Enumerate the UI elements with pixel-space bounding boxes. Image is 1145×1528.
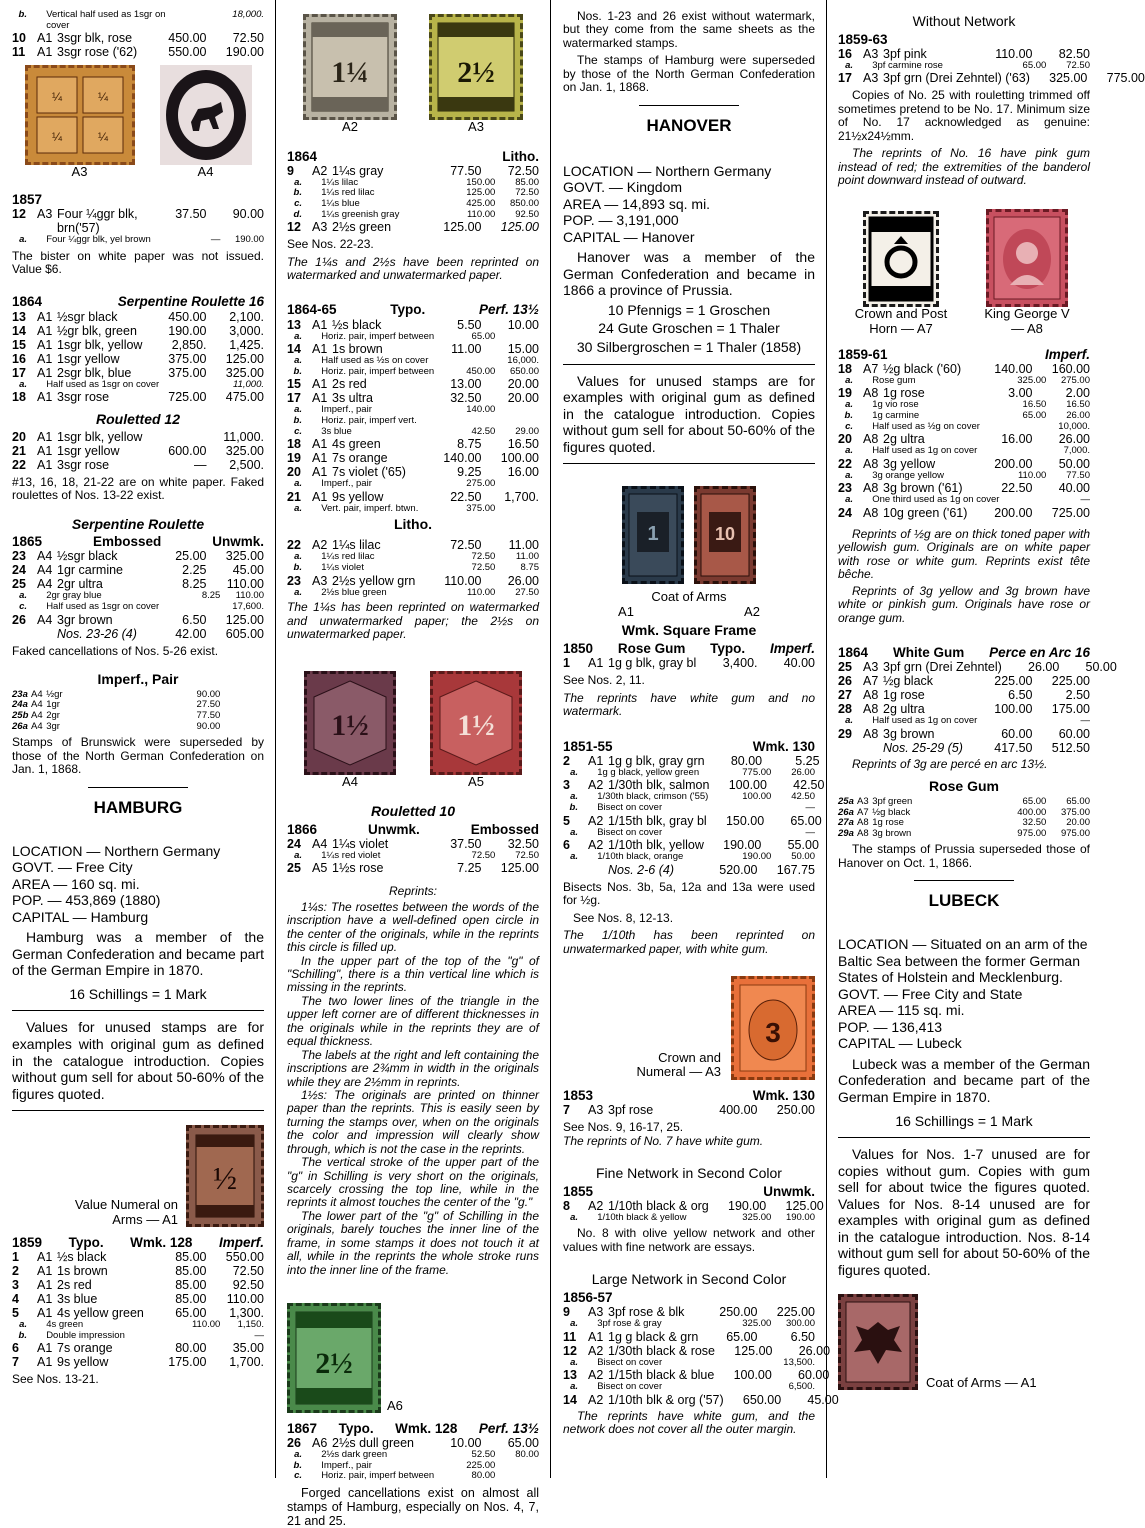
listing-subvariety: a. Bisect on cover 13,500. xyxy=(570,1356,815,1368)
column-divider xyxy=(550,0,551,1478)
country-info-line: CAPITAL — Hamburg xyxy=(12,908,149,925)
country-info-line: AREA — 160 sq. mi. xyxy=(12,875,140,892)
listing-row: 23 A8 3g brown ('61) 22.50 40.00 xyxy=(838,481,1090,496)
listing-subvariety: a. Four ¼ggr blk, yel brown — 190.00 xyxy=(19,233,264,245)
svg-text:2½: 2½ xyxy=(457,56,495,89)
listing-row: 6 A1 7s orange 80.00 35.00 xyxy=(12,1341,264,1356)
listing-row: 15 A1 1sgr blk, yellow 2,850. 1,425. xyxy=(12,337,264,352)
reprint-paragraph: The lower part of the "g" of Schilling in the originals, barely touches the inner line of the frame, in some stamps it does not touch it at all, while in the reprints the whole stroke runs into the inner line of the frame. xyxy=(287,1208,539,1277)
section-heading: Rouletted 10 xyxy=(370,802,455,819)
listing-row: 26a A4 3gr 90.00 xyxy=(12,720,221,732)
listing-subvariety: a. Half used as 1g on cover — xyxy=(845,715,1090,727)
listing-row: 25 A3 3pf grn (Drei Zehntel) 26.00 50.00 xyxy=(838,660,1117,675)
listing-subvariety: a. 2½s dark green 52.50 80.00 xyxy=(294,1449,539,1461)
listing-row: 22 A8 3g yellow 200.00 50.00 xyxy=(838,456,1090,471)
section-heading: Rose Gum xyxy=(928,778,999,795)
listing-subvariety: b. 1¼s red lilac 125.00 72.50 xyxy=(293,187,539,199)
listing-total: Nos. 25-29 (5) 417.50 512.50 xyxy=(883,740,1090,755)
stamp-caption: A5 xyxy=(468,774,484,790)
listing-row: 25 A5 1½s rose 7.25 125.00 xyxy=(287,861,539,876)
listing-subvariety: b. Bisect on cover — xyxy=(569,801,815,813)
svg-text:3: 3 xyxy=(765,1016,781,1048)
listing-subvariety: b. Imperf., pair 225.00 xyxy=(293,1459,496,1471)
country-info-line: GOVT. — Kingdom xyxy=(563,179,683,196)
reprint-note: Reprints of ½g are on thick toned paper with yellowish gum. Originals are on white paper with rose or white gum. Reprints exist tête bêche. xyxy=(838,527,1090,582)
listing-row: 24 A8 10g green ('61) 200.00 725.00 xyxy=(838,506,1090,521)
listing-subvariety: a. 1¼s red violet 72.50 72.50 xyxy=(294,849,539,861)
hamburg-one-and-half-purple-stamp-icon xyxy=(304,671,396,775)
listing-row: 29a A8 3g brown 975.00 975.00 xyxy=(838,827,1090,839)
listing-row: 1 A1 ½s black 85.00 550.00 xyxy=(12,1250,264,1265)
listing-row: 17 A1 3s ultra 32.50 20.00 xyxy=(287,391,539,406)
stamp-caption: Coat of Arms xyxy=(651,589,727,605)
stamp-caption: A2 xyxy=(342,119,358,134)
divider xyxy=(563,364,815,365)
listing-row: 16 A3 3pf pink 110.00 82.50 xyxy=(838,46,1090,61)
listing-row: 26 A7 ½g black 225.00 225.00 xyxy=(838,674,1090,689)
svg-text:¼: ¼ xyxy=(97,90,108,105)
listing-row: 26 A6 2½s dull green 10.00 65.00 xyxy=(287,1436,539,1451)
listing-row: 26a A7 ½g black 400.00 375.00 xyxy=(838,806,1090,818)
stamp-illustrations xyxy=(12,65,264,180)
stamp-caption: A6 xyxy=(387,1397,403,1413)
stamp-figure xyxy=(12,1125,264,1227)
king-george-v-portrait-stamp-icon xyxy=(986,209,1068,307)
column-3: Nos. 1-23 and 26 exist without watermark, but they come from the same sheets as the watermarked stamps. The stamps of Hamburg were superseded by those of the North German Confederation on Jan. 1, 1868. HANOVER LOCATION — Northern Germany GOVT. — Kingdom AREA — 14,893 sq. mi. POP. — 3,191,000 CAPITAL — Hanover Hanover was a member of the German Confederation and became in 1866 a province of Prussia. 10 Pfennigs = 1 Groschen 24 Gute Groschen = 1 Thaler 30 Silbergroschen = 1 Thaler (1858) Values for unused stamps are for examples with original gum as defined in the catalogue introduction. Copies without gum sell for about 50-60% of the figures quoted. 1 10 Coat of Arms A1 A2 Wmk. Square Frame 1850 Rose Gum Typo. Imperf. 1 A1 1g g blk, gray bl 3,400. 40.00 See Nos. 2, 11. The reprints have white gum and no watermark. 1851-55 Wmk. 130 2 A1 1g g blk, gray grn 80.00 5.25 a. 1g g black, yellow green 775.00 26.00 3 A2 1/30th blk, salmon 100.00 42.50 a. 1/30th black, crimson ('55) 100.00 42.50 b. Bisect on cover — 5 A2 1/15th blk, gray bl 150.00 65.00 a. Bisect on cover — 6 A2 1/10th blk, yellow 190.00 55.00 a. 1/10th black, orange 190.00 50.00 Nos. 2-6 (4) 520.00 167.75 Bisects Nos. 3b, 5a, 12a and 13a were used for ½g. See Nos. 8, 12-13. The 1/10th has been reprinted on unwatermarked paper, with white gum. Crown and Numeral — A3 3 1853 Wmk. 130 7 A3 3pf rose 400.00 250.00 See Nos. 9, 16-17, 25. The reprints of No. 7 have white gum. Fine Network in Second Color 1855 Unwmk. 8 A2 1/10th black & org 190.00 125.00 a. 1/10th black & yellow 325.00 190.00 No. 8 with olive yellow network and other values with fine network are essays. Large Network in Second Color 1856-57 9 A3 3pf rose & blk 250.00 225.00 a. 3pf rose & gray 325.00 300.00 11 A1 1g g black & grn 65.00 6.50 12 A2 1/30th black & rose 125.00 26.00 a. Bisect on cover 13,500. 13 A2 1/15th black & blue 100.00 60.00 a. Bisect on cover 6,500. 14 A2 1/10th blk & org ('57) 650.00 45.00 The reprints have white gum, and the network does not cover all the outer margin. xyxy=(563,9,839,1437)
currency-note: 16 Schillings = 1 Mark xyxy=(69,985,207,1002)
hanover-coat-of-arms-blue-stamp-icon xyxy=(622,486,684,584)
listing-subvariety: a. Vert. pair, imperf. btwn. 375.00 xyxy=(294,502,496,514)
country-heading: HAMBURG xyxy=(93,797,183,817)
listing-row: 22 A1 3sgr rose — 2,500. xyxy=(12,457,264,472)
listing-subvariety: a. 1¼s lilac 150.00 85.00 xyxy=(294,176,539,188)
listing-row: 20 A1 1sgr blk, yellow 11,000. xyxy=(12,429,264,444)
svg-text:1¼: 1¼ xyxy=(331,56,369,89)
listing-subvariety: b. Horiz. pair, imperf vert. xyxy=(293,415,417,427)
listing-subvariety: a. Half used as ½s on cover 16,000. xyxy=(294,355,539,367)
listing-row: 21 A1 1sgr yellow 600.00 325.00 xyxy=(12,443,264,458)
stamp-caption: A4 xyxy=(197,164,214,180)
cross-reference: See Nos. 9, 16-17, 25. xyxy=(563,1120,684,1135)
listing-subvariety: b. 1¼s violet 72.50 8.75 xyxy=(293,561,539,573)
stamp-figure xyxy=(287,1303,539,1413)
stamp-caption: Crown and Numeral — A3 xyxy=(636,1049,721,1080)
reprint-note: Reprints of 3g are percé en arc 13½. xyxy=(852,756,1048,771)
country-intro: Hamburg was a member of the German Confederation and became part of the German Empire in 1870. xyxy=(12,929,264,979)
listing-subvariety: a. 3pf rose & gray 325.00 300.00 xyxy=(570,1318,815,1330)
listing-subvariety: a. 3pf carmine rose 65.00 72.50 xyxy=(845,59,1090,71)
listing-subvariety: a. One third used as 1g on cover — xyxy=(845,494,1090,506)
listing-subvariety: a. 4s green 110.00 1,150. xyxy=(19,1319,264,1331)
listing-subvariety: a. 2½s blue green 110.00 27.50 xyxy=(294,586,539,598)
listing-subvariety: a. 1g g black, yellow green 775.00 26.00 xyxy=(570,766,815,778)
reprint-note: The reprints of No. 7 have white gum. xyxy=(563,1133,764,1148)
stamp-illustrations xyxy=(287,671,539,790)
svg-text:¼: ¼ xyxy=(97,130,108,145)
listing-row: 8 A2 1/10th black & org 190.00 125.00 xyxy=(563,1198,824,1213)
listing-subvariety: d. 1¼s greenish gray 110.00 92.50 xyxy=(293,208,539,220)
country-heading: HANOVER xyxy=(646,115,732,135)
cross-reference: See Nos. 13-21. xyxy=(12,1372,99,1387)
svg-text:¼: ¼ xyxy=(51,90,62,105)
reprint-paragraph: The vertical stroke of the upper part of the "g" in Schilling is very short on the originals, scarcely crossing the top line, while in the reprints it almost touches the center of the "g." xyxy=(287,1155,539,1210)
reprint-paragraph: In the upper part of the top of the "g" of "Schilling", there is a thin vertical line which is missing in the reprints. xyxy=(287,953,539,995)
listing-row: 24 A4 1gr carmine 2.25 45.00 xyxy=(12,563,264,578)
listing-row: 27a A8 1g rose 32.50 20.00 xyxy=(838,817,1090,829)
listing-row: 24 A4 1¼s violet 37.50 32.50 xyxy=(287,836,539,851)
country-heading: LUBECK xyxy=(928,891,1000,911)
catalogue-note: Nos. 1-23 and 26 exist without watermark, but they come from the same sheets as the watermarked stamps. xyxy=(563,9,815,50)
reprint-note: Reprints of 3g yellow and 3g brown have white or pinkish gum. Originals have rose or orange gum. xyxy=(838,583,1090,625)
divider xyxy=(914,880,1014,881)
country-info-line: GOVT. — Free City and State xyxy=(838,985,1023,1002)
catalogue-note: Bisects Nos. 3b, 5a, 12a and 13a were used for ½g. xyxy=(563,879,815,908)
listing-row: 25 A4 2gr ultra 8.25 110.00 xyxy=(12,577,264,592)
listing-subvariety: a. Horiz. pair, imperf between 65.00 xyxy=(294,330,496,342)
listing-subvariety: a. Half used as 1g on cover 7,000. xyxy=(845,445,1090,457)
column-2: 1¼ A2 2½ A3 1864 Litho. 9 A2 1¼s gray 77.50 72.50 a. 1¼s lilac 150.00 85.00 b. 1¼s red lilac 125.00 72.50 c. 1¼s blue 425.00 850.00 d. 1¼s greenish gray 110.00 92.50 12 A3 2½s green 125.00 125.00 See Nos. 22-23. The 1¼s and 2½s have been reprinted on watermarked and unwatermarked paper. 1864-65 Typo. Perf. 13½ 13 A1 ½s black 5.50 10.00 a. Horiz. pair, imperf between 65.00 14 A1 1s brown 11.00 15.00 a. Half used as ½s on cover 16,000. b. Horiz. pair, imperf between 450.00 650.00 15 A1 2s red 13.00 20.00 17 A1 3s ultra 32.50 20.00 a. Imperf., pair 140.00 b. Horiz. pair, imperf vert. c. 3s blue 42.50 29.00 18 A1 4s green 8.75 16.50 19 A1 7s orange 140.00 100.00 20 A1 7s violet ('65) 9.25 16.00 a. Imperf., pair 275.00 21 A1 9s yellow 22.50 1,700. a. Vert. pair, imperf. btwn. 375.00 Litho. 22 A2 1¼s lilac 72.50 11.00 a. 1¼s red lilac 72.50 11.00 b. 1¼s violet 72.50 8.75 23 A3 2½s yellow grn 110.00 26.00 a. 2½s blue green 110.00 27.50 The 1¼s has been reprinted on watermarked and unwatermarked paper; the 2½s on unwatermarked paper. 1½ A4 1½ A5 Rouletted 10 1866 Unwmk. Embossed 24 A4 1¼s violet 37.50 32.50 a. 1¼s red violet 72.50 72.50 25 A5 1½s rose 7.25 125.00 Reprints: 1¼s: The rosettes between the words of the inscription have a well-defined open circle in the center of the originals, while in the reprints this circle is filled up. In the upper part of the top of the "g" of "Schilling", there is a thin vertical line which is missing in the reprints. The two lower lines of the triangle in the upper left corner are of different thicknesses in the originals while in the reprints they are of equal thickness. The labels at the right and left containing the inscriptions are 2¾mm in width in the originals while they are 2½mm in reprints. 1½s: The originals are printed on thinner paper than the reprints. This is easily seen by turning the stamps over, when on the originals the color and impression will clearly show through, which is not the case in the reprints. The vertical stroke of the upper part of the "g" in Schilling is very short on the originals, scarcely crossing the top line, while in the reprints it almost touches the center of the "g." The lower part of the "g" of Schilling in the originals, barely touches the inner line of the frame, in some stamps it does not touch it at all, while in the reprints the whole stroke runs into the inner line of the frame. 2½ A6 1867 Typo. Wmk. 128 Perf. 13½ 26 A6 2½s dull green 10.00 65.00 a. 2½s dark green 52.50 80.00 b. Imperf., pair 225.00 c. Horiz. pair, imperf between 80.00 Forged cancellations exist on almost all stamps of Hamburg, especially on Nos. 4, 7, 21 and 25. xyxy=(287,10,539,1478)
section-heading: Rouletted 12 xyxy=(95,411,180,428)
divider xyxy=(639,105,739,106)
listing-row: 22 A2 1¼s lilac 72.50 11.00 xyxy=(287,538,539,553)
listing-row: 14 A1 1s brown 11.00 15.00 xyxy=(287,342,539,357)
listing-row: 19 A1 7s orange 140.00 100.00 xyxy=(287,451,539,466)
listing-row: 27 A8 1g rose 6.50 2.50 xyxy=(838,688,1090,703)
listing-row: 11 A1 1g g black & grn 65.00 6.50 xyxy=(563,1329,815,1344)
section-heading: Litho. xyxy=(393,515,433,532)
listing-subvariety: a. 1/10th black, orange 190.00 50.00 xyxy=(570,851,815,863)
stamp-caption: A3 xyxy=(71,164,88,180)
section-heading: Serpentine Roulette xyxy=(71,515,205,532)
catalogue-note: The bister on white paper was not issued. Value $6. xyxy=(12,248,264,276)
listing-subvariety: a. 1/10th black & yellow 325.00 190.00 xyxy=(570,1211,815,1223)
reprint-note: The 1¼s and 2½s have been reprinted on watermarked and unwatermarked paper. xyxy=(287,254,539,283)
listing-row: 13 A2 1/15th black & blue 100.00 60.00 xyxy=(563,1368,830,1383)
divider xyxy=(88,787,188,788)
listing-row: 3 A2 1/30th blk, salmon 100.00 42.50 xyxy=(563,778,825,793)
currency-note: 30 Silbergroschen = 1 Thaler (1858) xyxy=(576,339,802,356)
divider xyxy=(838,1137,1090,1138)
listing-row: 12 A3 Four ¼ggr blk, brn('57) 37.50 90.00 xyxy=(12,206,264,235)
listing-row: 19 A8 1g rose 3.00 2.00 xyxy=(838,386,1090,401)
reprint-paragraph: 1½s: The originals are printed on thinner paper than the reprints. This is easily seen by turning the stamps over, when on the originals the color and impression will clearly show through, which is not the case in the reprints. xyxy=(287,1087,539,1156)
stamp-figure xyxy=(429,14,523,135)
brunswick-arms-block-stamp-icon xyxy=(25,65,135,165)
section-heading: Large Network in Second Color xyxy=(591,1271,787,1288)
listing-subvariety: b. Double impression — xyxy=(18,1329,264,1341)
hamburg-one-and-half-red-stamp-icon xyxy=(430,671,522,775)
stamp-caption: A4 xyxy=(342,774,358,790)
country-info-line: AREA — 115 sq. mi. xyxy=(838,1002,965,1019)
listing-row: 7 A3 3pf rose 400.00 250.00 xyxy=(563,1103,815,1118)
listing-subvariety: a. 2gr gray blue 8.25 110.00 xyxy=(19,590,264,602)
stamp-illustrations xyxy=(838,209,1090,336)
cross-reference: See Nos. 2, 11. xyxy=(563,673,645,688)
reprint-note: The reprints have white gum, and the network does not cover all the outer margin. xyxy=(563,1408,815,1437)
country-info-line: AREA — 14,893 sq. mi. xyxy=(563,195,711,212)
catalogue-note: Faked cancellations of Nos. 5-26 exist. xyxy=(12,643,219,658)
stamp-caption: Crown and Post Horn — A7 xyxy=(854,306,948,337)
listing-subvariety: a. Half used as 1sgr on cover 11,000. xyxy=(19,378,264,390)
listing-row: 13 A1 ½sgr black 450.00 2,100. xyxy=(12,309,264,324)
divider xyxy=(12,1010,264,1011)
svg-text:2½: 2½ xyxy=(315,1347,353,1381)
listing-row: 29 A8 3g brown 60.00 60.00 xyxy=(838,726,1090,741)
divider xyxy=(563,463,815,464)
catalogue-note: Forged cancellations exist on almost all stamps of Hamburg, especially on Nos. 4, 7, 21 and 25. xyxy=(287,1486,539,1528)
listing-row: 23 A4 ½sgr black 25.00 325.00 xyxy=(12,549,264,564)
listing-row: 2 A1 1s brown 85.00 72.50 xyxy=(12,1264,264,1279)
listing-row: 4 A1 3s blue 85.00 110.00 xyxy=(12,1292,264,1307)
listing-row: 9 A3 3pf rose & blk 250.00 225.00 xyxy=(563,1305,815,1320)
stamp-figure xyxy=(25,65,135,180)
listing-row: 5 A2 1/15th blk, gray bl 150.00 65.00 xyxy=(563,813,822,828)
stamp-figure xyxy=(977,209,1077,336)
stamp-figure xyxy=(303,14,397,135)
hamburg-one-and-quarter-stamp-icon xyxy=(303,14,397,120)
listing-subvariety: b. Horiz. pair, imperf between 450.00 650.00 xyxy=(293,365,539,377)
catalogue-note: No. 8 with olive yellow network and other values with fine network are essays. xyxy=(563,1226,815,1254)
currency-note: 24 Gute Groschen = 1 Thaler xyxy=(598,320,780,337)
reprint-note: The 1¼s has been reprinted on watermarked and unwatermarked paper; the 2½s on unwatermarked paper. xyxy=(287,600,539,641)
listing-row: 9 A2 1¼s gray 77.50 72.50 xyxy=(287,163,539,178)
listing-row: 17 A1 2sgr blk, blue 375.00 325.00 xyxy=(12,365,264,380)
stamp-caption: Coat of Arms — A1 xyxy=(926,1374,1037,1390)
listing-row: 23a A4 ½gr 90.00 xyxy=(12,688,221,700)
listing-row: 6 A2 1/10th blk, yellow 190.00 55.00 xyxy=(563,838,819,853)
stamp-figure xyxy=(304,671,396,790)
country-intro: Hanover was a member of the German Confederation and became in 1866 a province of Prussia. xyxy=(563,249,815,299)
values-note: Values for unused stamps are for examples with original gum as defined in the catalogue introduction. Copies without gum sell for about 50-60% of the figures quoted. xyxy=(12,1019,264,1102)
listing-row: 7 A1 9s yellow 175.00 1,700. xyxy=(12,1355,264,1370)
listing-row: 10 A1 3sgr blk, rose 450.00 72.50 xyxy=(12,31,264,46)
svg-text:1: 1 xyxy=(647,523,659,546)
listing-row: 28 A8 2g ultra 100.00 175.00 xyxy=(838,702,1090,717)
listing-row: 2 A1 1g g blk, gray grn 80.00 5.25 xyxy=(563,753,820,768)
section-heading: Reprints: xyxy=(388,884,438,899)
listing-subvariety: a. 1g vio rose 16.50 16.50 xyxy=(845,399,1090,411)
listing-subvariety: a. Bisect on cover 6,500. xyxy=(570,1381,815,1393)
listing-subvariety: a. 3g orange yellow 110.00 77.50 xyxy=(845,469,1090,481)
svg-text:10: 10 xyxy=(714,524,736,545)
listing-row: 18 A7 ½g black ('60) 140.00 160.00 xyxy=(838,361,1090,376)
stamp-figure xyxy=(430,671,522,790)
listing-row: 11 A1 3sgr rose ('62) 550.00 190.00 xyxy=(12,45,264,60)
country-info-line: LOCATION — Northern Germany xyxy=(12,842,221,859)
listing-row: 5 A1 4s yellow green 65.00 1,300. xyxy=(12,1306,264,1321)
divider xyxy=(12,1110,264,1111)
svg-text:¼: ¼ xyxy=(51,130,62,145)
lubeck-eagle-coat-of-arms-stamp-icon xyxy=(838,1294,918,1390)
section-heading: Imperf., Pair xyxy=(97,671,179,688)
hanover-crown-numeral-stamp-icon xyxy=(731,976,815,1080)
listing-row: 17 A3 3pf grn (Drei Zehntel) ('63) 325.00 775.00 xyxy=(838,71,1145,86)
hamburg-two-and-half-stamp-icon xyxy=(429,14,523,120)
listing-subvariety: a. Rose gum 325.00 275.00 xyxy=(845,374,1090,386)
listing-row: 24a A4 1gr 27.50 xyxy=(12,699,221,711)
reprint-note: The 1/10th has been reprinted on unwatermarked paper, with white gum. xyxy=(563,928,815,956)
listing-row: 12 A3 2½s green 125.00 125.00 xyxy=(287,220,539,235)
country-info-line: CAPITAL — Hanover xyxy=(563,228,695,245)
listing-subvariety: c. Horiz. pair, imperf between 80.00 xyxy=(294,1470,496,1482)
listing-total: Nos. 23-26 (4) 42.00 605.00 xyxy=(57,626,264,641)
stamp-figure xyxy=(160,65,252,180)
catalogue-note: Copies of No. 25 with rouletting trimmed off sometimes pretend to be No. 17. Minimum size of No. 17 acknowledged as genuine: 21½x24½mm. xyxy=(838,88,1090,143)
stamp-figure xyxy=(851,211,951,336)
country-info-line: CAPITAL — Lubeck xyxy=(838,1035,962,1052)
listing-subvariety: c. 1¼s blue 425.00 850.00 xyxy=(294,197,539,209)
listing-row: 16 A1 1sgr yellow 375.00 125.00 xyxy=(12,351,264,366)
hamburg-half-schilling-stamp-icon xyxy=(186,1125,264,1227)
stamp-caption: A3 xyxy=(468,119,484,134)
listing-subvariety: c. Half used as ½g on cover 10,000. xyxy=(845,420,1090,432)
listing-subvariety: a. Imperf., pair 140.00 xyxy=(294,404,496,416)
listing-subvariety: a. 1/30th black, crimson ('55) 100.00 42.50 xyxy=(570,791,815,803)
listing-subvariety: c. Half used as 1sgr on cover 17,600. xyxy=(19,601,264,613)
reprint-note: The reprints of No. 16 have pink gum instead of red; the extremities of the banderol point downward instead of outward. xyxy=(838,146,1090,188)
stamp-caption: A2 xyxy=(744,603,760,619)
cross-reference: See Nos. 8, 12-13. xyxy=(573,910,674,925)
listing-row: 25a A3 3pf green 65.00 65.00 xyxy=(838,795,1090,807)
hamburg-two-and-half-green-stamp-icon xyxy=(287,1303,381,1413)
reprint-paragraph: The two lower lines of the triangle in the upper left corner are of different thicknesses in the originals while in the reprints they are of equal thickness. xyxy=(287,993,539,1049)
values-note: Values for unused stamps are for examples with original gum as defined in the catalogue introduction. Copies without gum sell for about 50-60% of the figures quoted. xyxy=(563,372,815,455)
listing-row: 14 A1 ½gr blk, green 190.00 3,000. xyxy=(12,323,264,338)
catalogue-note: Stamps of Brunswick were superseded by those of the North German Confederation on Jan. 1, 1868. xyxy=(12,735,264,777)
reprint-paragraph: The labels at the right and left containing the inscriptions are 2¾mm in width in the originals while they are 2½mm in reprints. xyxy=(287,1047,539,1089)
cross-reference: See Nos. 22-23. xyxy=(287,237,374,252)
listing-row: 26 A4 3gr brown 6.50 125.00 xyxy=(12,612,264,627)
section-heading: Wmk. Square Frame xyxy=(621,622,757,639)
column-1: b. Vertical half used as 1sgr on cover 18,000. 10 A1 3sgr blk, rose 450.00 72.50 11 A1 3sgr rose ('62) 550.00 190.00 ¼ ¼ ¼ ¼ A3 A4 1857 12 A3 Four ¼ggr blk, brn('57) 37.50 90.00 a. Four ¼ggr blk, yel brown — 190.00 The bister on white paper was not issued. Value $6. 1864 Serpentine Roulette 16 13 A1 ½sgr black 450.00 2,100. 14 A1 ½gr blk, green 190.00 3,000. 15 A1 1sgr blk, yellow 2,850. 1,425. 16 A1 1sgr yellow 375.00 125.00 17 A1 2sgr blk, blue 375.00 325.00 a. Half used as 1sgr on cover 11,000. 18 A1 3sgr rose 725.00 475.00 Rouletted 12 20 A1 1sgr blk, yellow 11,000. 21 A1 1sgr yellow 600.00 325.00 22 A1 3sgr rose — 2,500. #13, 16, 18, 21-22 are on white paper. Faked roulettes of Nos. 13-22 exist. Serpentine Roulette 1865 Embossed Unwmk. 23 A4 ½sgr black 25.00 325.00 24 A4 1gr carmine 2.25 45.00 25 A4 2gr ultra 8.25 110.00 a. 2gr gray blue 8.25 110.00 c. Half used as 1sgr on cover 17,600. 26 A4 3gr brown 6.50 125.00 Nos. 23-26 (4) 42.00 605.00 Faked cancellations of Nos. 5-26 exist. Imperf., Pair 23a A4 ½gr 90.00 24a A4 1gr 27.50 25b A4 2gr 77.50 26a A4 3gr 90.00 Stamps of Brunswick were superseded by those of the North German Confederation on Jan. 1, 1868. HAMBURG LOCATION — Northern Germany GOVT. — Free City AREA — 160 sq. mi. POP. — 453,869 (1880) CAPITAL — Hamburg Hamburg was a member of the German Confederation and became part of the German Empire in 1870. 16 Schillings = 1 Mark Values for unused stamps are for examples with original gum as defined in the catalogue introduction. Copies without gum sell for about 50-60% of the figures quoted. Value Numeral on Arms — A1 ½ 1859 Typo. Wmk. 128 Imperf. 1 A1 ½s black 85.00 550.00 2 A1 1s brown 85.00 72.50 3 A1 2s red 85.00 92.50 4 A1 3s blue 85.00 110.00 5 A1 4s yellow green 65.00 1,300. a. 4s green 110.00 1,150. b. Double impression — 6 A1 7s orange 80.00 35.00 7 A1 9s yellow 175.00 1,700. See Nos. 13-21. xyxy=(12,9,264,1387)
values-note: Values for Nos. 1-7 unused are for copies without gum. Copies with gum sell for about twice the figures quoted. Values for Nos. 8-14 unused are for examples with original gum as defined in the catalogue introduction. Nos. 8-14 without gum sell for about 50-60% of the figures quoted. xyxy=(838,1146,1090,1278)
svg-text:1½: 1½ xyxy=(457,709,495,743)
stamp-caption: Value Numeral on Arms — A1 xyxy=(74,1196,178,1227)
listing-subvariety: a. 1¼s red lilac 72.50 11.00 xyxy=(294,551,539,563)
hanover-coat-of-arms-red-stamp-icon xyxy=(694,486,756,584)
reprint-note: The reprints have white gum and no watermark. xyxy=(563,690,815,719)
stamp-caption: King George V — A8 xyxy=(984,306,1070,337)
listing-row: 13 A1 ½s black 5.50 10.00 xyxy=(287,317,539,332)
country-intro: Lubeck was a member of the German Confederation and became part of the German Empire in 1870. xyxy=(838,1055,1090,1105)
listing-subvariety: c. 3s blue 42.50 29.00 xyxy=(294,425,539,437)
column-divider xyxy=(275,0,276,1478)
country-info-line: POP. — 3,191,000 xyxy=(563,212,679,229)
listing-row: 12 A2 1/30th black & rose 125.00 26.00 xyxy=(563,1343,831,1358)
listing-row: 21 A1 9s yellow 22.50 1,700. xyxy=(287,489,539,504)
listing-row: 20 A1 7s violet ('65) 9.25 16.00 xyxy=(287,465,539,480)
listing-row: 1 A1 1g g blk, gray bl 3,400. 40.00 xyxy=(563,656,815,671)
brunswick-horse-oval-stamp-icon xyxy=(160,65,252,165)
listing-row: 20 A8 2g ultra 16.00 26.00 xyxy=(838,432,1090,447)
country-info-line: LOCATION — Situated on an arm of the Baltic Sea between the former German States of Holstein and Mecklenburg. xyxy=(838,936,1088,986)
currency-note: 16 Schillings = 1 Mark xyxy=(895,1112,1033,1129)
listing-total: Nos. 2-6 (4) 520.00 167.75 xyxy=(608,862,815,877)
listing-row: 3 A1 2s red 85.00 92.50 xyxy=(12,1278,264,1293)
svg-text:1½: 1½ xyxy=(331,709,369,743)
section-heading: Fine Network in Second Color xyxy=(596,1164,782,1181)
column-4: Without Network 1859-63 16 A3 3pf pink 110.00 82.50 a. 3pf carmine rose 65.00 72.50 17 A3 3pf grn (Drei Zehntel) ('63) 325.00 775.00 Copies of No. 25 with rouletting trimmed off sometimes pretend to be No. 17. Minimum size of No. 17 acknowledged as genuine: 21½x24½mm. The reprints of No. 16 have pink gum instead of red; the extremities of the banderol point downward instead of outward. Crown and Post Horn — A7 King George V — A8 1859-61 Imperf. 18 A7 ½g black ('60) 140.00 160.00 a. Rose gum 325.00 275.00 19 A8 1g rose 3.00 2.00 a. 1g vio rose 16.50 16.50 b. 1g carmine 65.00 26.00 c. Half used as ½g on cover 10,000. 20 A8 2g ultra 16.00 26.00 a. Half used as 1g on cover 7,000. 22 A8 3g yellow 200.00 50.00 a. 3g orange yellow 110.00 77.50 23 A8 3g brown ('61) 22.50 40.00 a. One third used as 1g on cover — 24 A8 10g green ('61) 200.00 725.00 Reprints of ½g are on thick toned paper with yellowish gum. Originals are on white paper with rose or white gum. Reprints exist tête bêche. Reprints of 3g yellow and 3g brown have white or pinkish gum. Originals have rose or orange gum. 1864 White Gum Perce en Arc 16 25 A3 3pf grn (Drei Zehntel) 26.00 50.00 26 A7 ½g black 225.00 225.00 27 A8 1g rose 6.50 2.50 28 A8 2g ultra 100.00 175.00 a. Half used as 1g on cover — 29 A8 3g brown 60.00 60.00 Nos. 25-29 (5) 417.50 512.50 Reprints of 3g are percé en arc 13½. Rose Gum 25a A3 3pf green 65.00 65.00 26a A7 ½g black 400.00 375.00 27a A8 1g rose 32.50 20.00 29a A8 3g brown 975.00 975.00 The stamps of Prussia superseded those of Hanover on Oct. 1, 1866. LUBECK LOCATION — Situated on an arm of the Baltic Sea between the former German States of Holstein and Mecklenburg. GOVT. — Free City and State AREA — 115 sq. mi. POP. — 136,413 CAPITAL — Lubeck Lubeck was a member of the German Confederation and became part of the German Empire in 1870. 16 Schillings = 1 Mark Values for Nos. 1-7 unused are for copies without gum. Copies with gum sell for about twice the figures quoted. Values for Nos. 8-14 unused are for examples with original gum as defined in the catalogue introduction. Nos. 8-14 without gum sell for about 50-60% of the figures quoted. Coat of Arms — A1 xyxy=(838,13,1145,1390)
listing-subvariety: b. Vertical half used as 1sgr on cover 18,000. xyxy=(18,9,264,31)
stamp-caption: A1 xyxy=(618,603,634,619)
listing-subvariety: b. 1g carmine 65.00 26.00 xyxy=(844,409,1090,421)
listing-subvariety: a. Bisect on cover — xyxy=(570,826,815,838)
country-info-line: POP. — 453,869 (1880) xyxy=(12,892,161,909)
stamp-illustrations xyxy=(563,486,815,584)
hanover-crown-horn-stamp-icon xyxy=(863,211,939,307)
listing-subvariety: a. Imperf., pair 275.00 xyxy=(294,478,496,490)
listing-row: 25b A4 2gr 77.50 xyxy=(12,710,221,722)
listing-row: 23 A3 2½s yellow grn 110.00 26.00 xyxy=(287,573,539,588)
catalogue-note: The stamps of Prussia superseded those of Hanover on Oct. 1, 1866. xyxy=(838,842,1090,870)
stamp-illustrations xyxy=(287,14,539,135)
country-info-line: GOVT. — Free City xyxy=(12,859,133,876)
catalogue-note: #13, 16, 18, 21-22 are on white paper. Faked roulettes of Nos. 13-22 exist. xyxy=(12,474,264,503)
country-info-line: LOCATION — Northern Germany xyxy=(563,162,772,179)
reprint-paragraph: 1¼s: The rosettes between the words of the inscription have a well-defined open circle in the center of the originals, while in the reprints this circle is filled up. xyxy=(287,899,539,955)
svg-text:½: ½ xyxy=(213,1160,237,1197)
issue-year: 1857 xyxy=(12,191,43,207)
listing-row: 18 A1 3sgr rose 725.00 475.00 xyxy=(12,390,264,405)
listing-row: 15 A1 2s red 13.00 20.00 xyxy=(287,377,539,392)
catalogue-note: The stamps of Hamburg were superseded by those of the North German Confederation on Jan. 1, 1868. xyxy=(563,53,815,95)
stamp-figure xyxy=(838,1294,1090,1390)
stamp-figure xyxy=(563,976,815,1080)
listing-row: 14 A2 1/10th blk & org ('57) 650.00 45.00 xyxy=(563,1392,839,1407)
currency-note: 10 Pfennigs = 1 Groschen xyxy=(607,301,771,318)
country-info-line: POP. — 136,413 xyxy=(838,1018,943,1035)
section-heading: Without Network xyxy=(912,13,1016,29)
column-divider xyxy=(826,0,827,1478)
listing-row: 18 A1 4s green 8.75 16.50 xyxy=(287,437,539,452)
